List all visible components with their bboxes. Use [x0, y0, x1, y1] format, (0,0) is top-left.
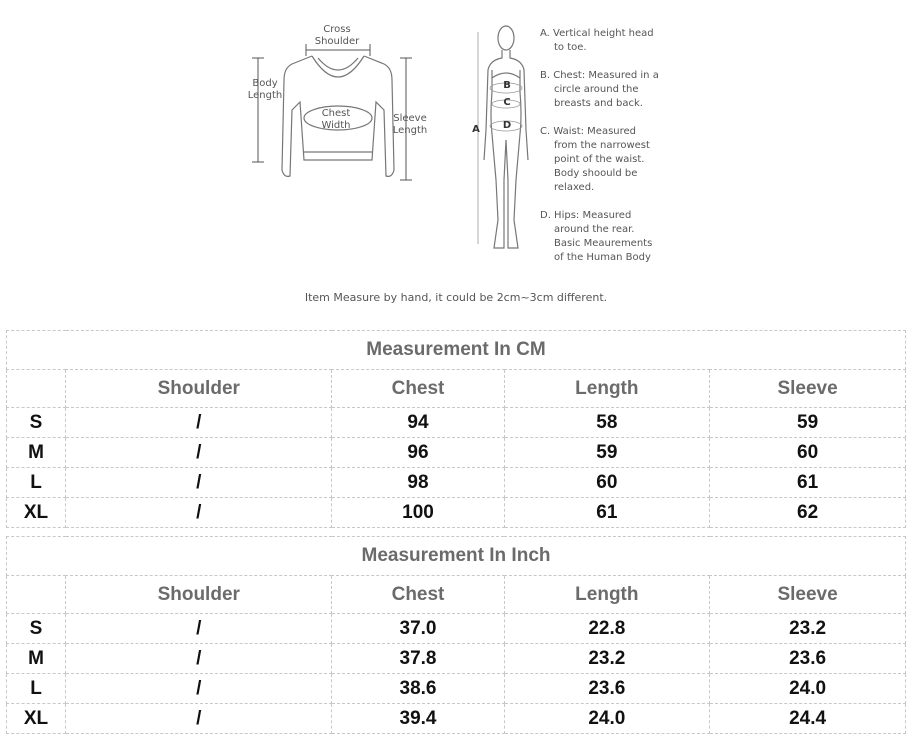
table-row — [7, 408, 906, 438]
note-d: D. Hips: Measured around the rear. Basic Meaurements of the Human Body — [540, 210, 653, 263]
size-cell: M — [7, 438, 66, 468]
table-cell: 23.2 — [504, 644, 710, 674]
marker-a: A — [472, 124, 480, 135]
table-row — [7, 614, 906, 644]
table-cell: 24.0 — [710, 674, 906, 704]
table-cell: 61 — [710, 468, 906, 498]
note-c: C. Waist: Measured from the narrowest point of the waist. Body shoould be relaxed. — [540, 126, 650, 193]
table-cell: 24.0 — [504, 704, 710, 734]
table-cell: 98 — [332, 468, 504, 498]
table-row — [7, 498, 906, 528]
marker-b: B — [503, 80, 511, 91]
column-header: Shoulder — [66, 370, 332, 408]
table-cell: 58 — [504, 408, 710, 438]
size-header-cell — [7, 370, 66, 408]
table-cell: 23.6 — [504, 674, 710, 704]
marker-d: D — [502, 120, 512, 131]
column-header: Chest — [332, 370, 504, 408]
inch-measurement-table — [6, 536, 906, 734]
cross-shoulder-label: Cross Shoulder — [314, 24, 360, 47]
column-header: Length — [504, 370, 710, 408]
table-cell: 60 — [504, 468, 710, 498]
size-cell: S — [7, 408, 66, 438]
table-cell: 23.6 — [710, 644, 906, 674]
note-b: B. Chest: Measured in a circle around the breasts and back. — [540, 70, 659, 109]
table-row — [7, 438, 906, 468]
table-cell: 60 — [710, 438, 906, 468]
size-cell: S — [7, 614, 66, 644]
table-cell: 59 — [504, 438, 710, 468]
table-row — [7, 704, 906, 734]
table-cell: 37.8 — [332, 644, 504, 674]
column-header: Chest — [332, 576, 504, 614]
marker-c: C — [503, 97, 511, 108]
body-length-label: Body Length — [247, 78, 283, 101]
measurement-diagram — [0, 0, 912, 320]
table-cell: 24.4 — [710, 704, 906, 734]
table-cell: / — [66, 674, 332, 704]
cm-measurement-table — [6, 330, 906, 528]
table-cell: 94 — [332, 408, 504, 438]
table-cell: / — [66, 438, 332, 468]
column-header: Shoulder — [66, 576, 332, 614]
size-header-cell — [7, 576, 66, 614]
table-cell: 39.4 — [332, 704, 504, 734]
table-row — [7, 468, 906, 498]
column-header: Sleeve — [710, 370, 906, 408]
table-cell: / — [66, 704, 332, 734]
size-cell: XL — [7, 704, 66, 734]
measure-caption: Item Measure by hand, it could be 2cm~3cm different. — [304, 291, 608, 304]
cm-table-title: Measurement In CM — [7, 331, 906, 370]
table-cell: 96 — [332, 438, 504, 468]
column-header: Sleeve — [710, 576, 906, 614]
note-a: A. Vertical height head to toe. — [540, 28, 654, 53]
table-cell: 62 — [710, 498, 906, 528]
size-cell: XL — [7, 498, 66, 528]
inch-table-title: Measurement In Inch — [7, 537, 906, 576]
size-cell: L — [7, 674, 66, 704]
size-cell: L — [7, 468, 66, 498]
table-cell: 37.0 — [332, 614, 504, 644]
table-cell: / — [66, 408, 332, 438]
table-cell: 100 — [332, 498, 504, 528]
table-cell: / — [66, 614, 332, 644]
table-cell: 38.6 — [332, 674, 504, 704]
table-cell: 61 — [504, 498, 710, 528]
size-cell: M — [7, 644, 66, 674]
table-cell: 22.8 — [504, 614, 710, 644]
table-cell: / — [66, 644, 332, 674]
table-row — [7, 644, 906, 674]
table-cell: 23.2 — [710, 614, 906, 644]
table-cell: / — [66, 498, 332, 528]
chest-width-label: Chest Width — [321, 108, 351, 131]
table-cell: 59 — [710, 408, 906, 438]
column-header: Length — [504, 576, 710, 614]
body-figure-illustration — [468, 20, 538, 255]
table-row — [7, 674, 906, 704]
table-cell: / — [66, 468, 332, 498]
sleeve-length-label: Sleeve Length — [392, 113, 428, 136]
